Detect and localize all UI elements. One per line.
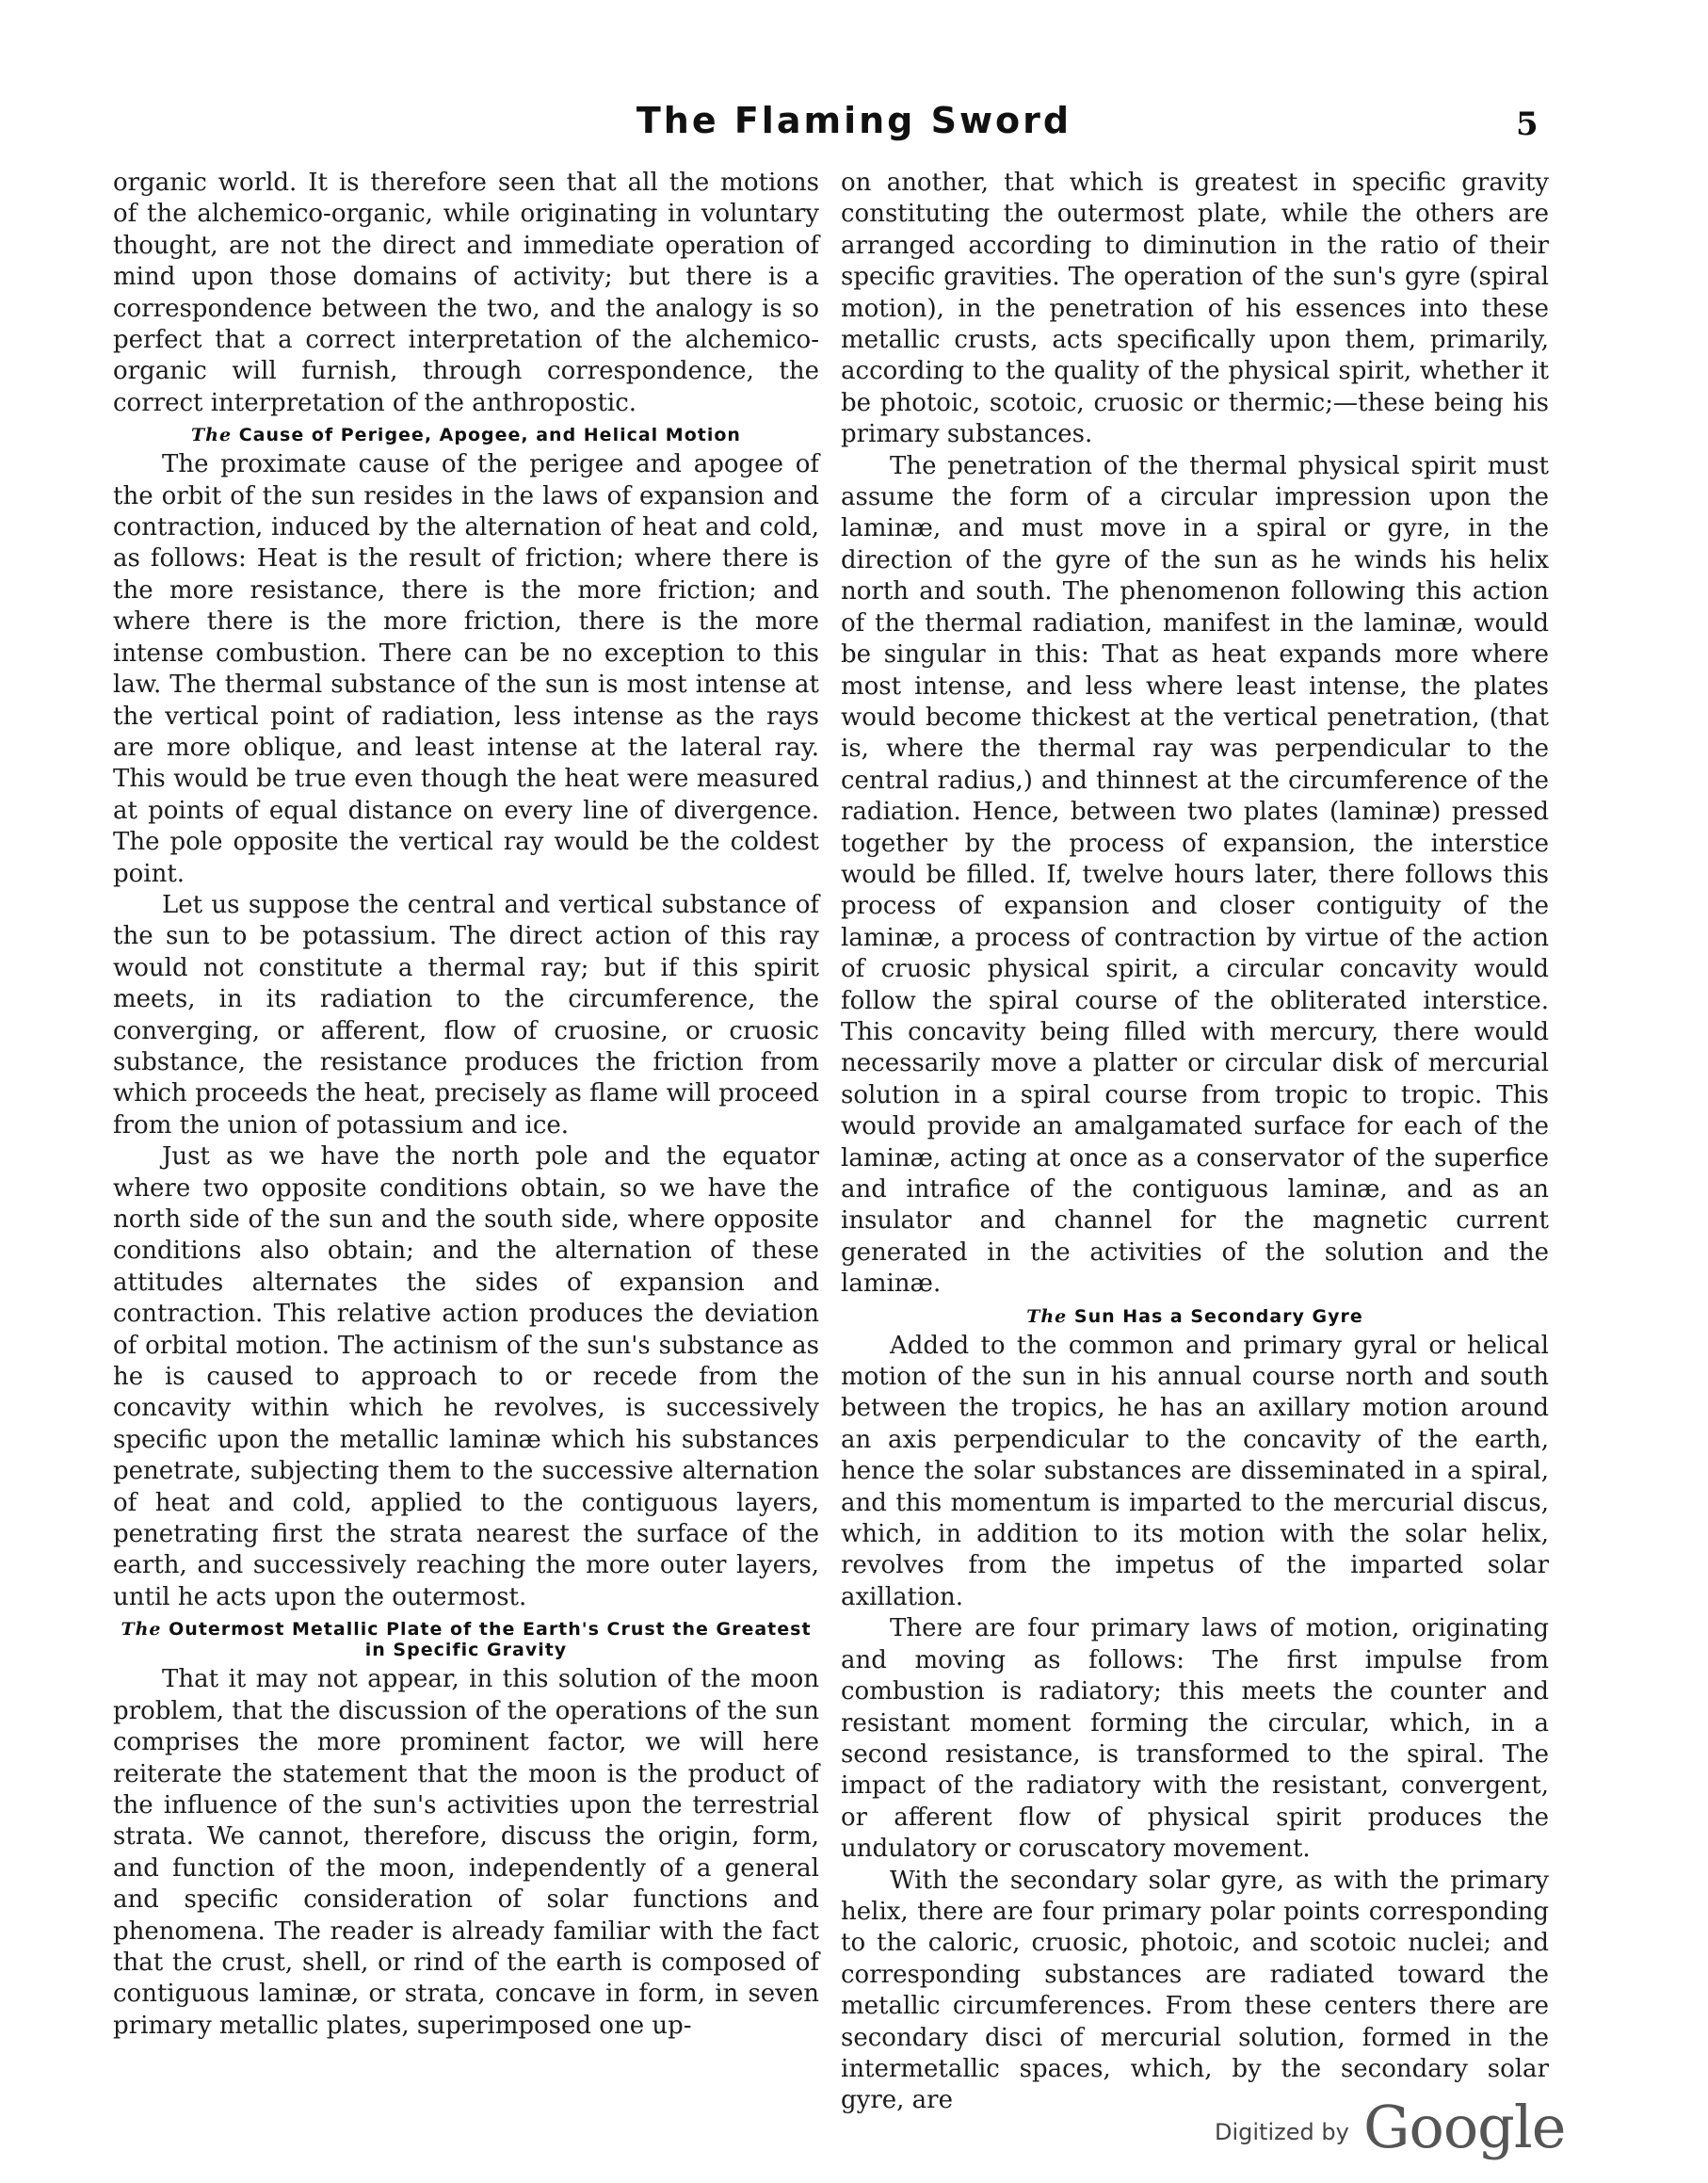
- paragraph: That it may not appear, in this solution of the moon problem, that the discussion of the operations of the sun comprises the more prominent factor, we will here reiterate the statement that the moon is the product of the influence of the sun's activities upon the terrestrial strata. We cannot, therefore, discuss the origin, form, and function of the moon, independently of a general and specific consideration of solar functions and phenomena. The reader is already familiar with the fact that the crust, shell, or rind of the earth is composed of contiguous laminæ, or strata, concave in form, in seven primary metallic plates, superimposed one up-: [113, 1665, 819, 2040]
- paragraph: The penetration of the thermal physical spirit must assume the form of a circular impression upon the laminæ, and must move in a spiral or gyre, in the direction of the gyre of the sun as he winds his helix north and south. The phenomenon following this action of the thermal radiation, manifest in the laminæ, would be singular in this: That as heat expands more where most intense, and less where least intense, the plates would become thickest at the vertical penetration, (that is, where the thermal ray was perpendicular to the central radius,) and thinnest at the circumference of the radiation. Hence, between two plates (laminæ) pressed together by the process of expansion, the interstice would be filled. If, twelve hours later, there follows this process of expansion and closer contiguity of the laminæ, a process of contraction by virtue of the action of cruosic physical spirit, a circular concavity would follow the spiral course of the obliterated interstice. This concavity being filled with mercury, there would necessarily move a platter or circular disk of mercurial solution in a spiral course from tropic to tropic. This would provide an amalgamated surface for each of the laminæ, acting at once as a conservator of the superfice and intrafice of the contiguous laminæ, and as an insulator and channel for the magnetic current generated in the activities of the solution and the laminæ.: [841, 451, 1549, 1299]
- paragraph: With the secondary solar gyre, as with the primary helix, there are four primary polar points corresponding to the caloric, cruosic, photoic, and scotoic nuclei; and corresponding substances are radiated toward the metallic circumferences. From these centers there are secondary disci of mercurial solution, formed in the intermetallic spaces, which, by the secondary solar gyre, are: [841, 1866, 1549, 2115]
- heading-text: Outermost Metallic Plate of the Earth's Crust the Greatest in Specific Gravity: [169, 1619, 812, 1661]
- heading-text: Sun Has a Secondary Gyre: [1073, 1305, 1363, 1327]
- running-header: [0, 94, 1708, 151]
- left-column: [113, 168, 819, 2042]
- paragraph: Just as we have the north pole and the equator where two opposite conditions obtain, so we have the north side of the sun and the south side, where opposite conditions also obtain; and the alternation of these attitudes alternates the sides of expansion and contraction. This relative action produces the deviation of orbital motion. The actinism of the sun's substance as he is caused to approach to or recede from the concavity within which he revolves, is successively specific upon the metallic laminæ which his substances penetrate, subjecting them to the successive alternation of heat and cold, applied to the contiguous layers, penetrating first the strata nearest the surface of the earth, and successively reaching the more outer layers, until he acts upon the outermost.: [113, 1142, 819, 1611]
- paragraph: on another, that which is greatest in specific gravity constituting the outermost plate, while the others are arranged according to diminution in the ratio of their specific gravities. The operation of the sun's gyre (spiral motion), in the penetration of his essences into these metallic crusts, acts specifically upon them, primarily, according to the quality of the physical spirit, whether it be photoic, scotoic, cruosic or thermic;—these being his primary substances.: [841, 169, 1549, 449]
- paragraph: Added to the common and primary gyral or helical motion of the sun in his annual course north and south between the tropics, he has an axillary motion around an axis perpendicular to the concavity of the earth, hence the solar substances are disseminated in a spiral, and this momentum is imparted to the mercurial discus, which, in addition to its motion with the solar helix, revolves from the impetus of the imparted solar axillation.: [841, 1331, 1549, 1611]
- right-column: [841, 168, 1549, 2117]
- watermark-prefix: Digitized by: [1215, 2119, 1349, 2145]
- page-number: 5: [1516, 105, 1539, 143]
- heading-the: The: [121, 1619, 162, 1641]
- heading-text: Cause of Perigee, Apogee, and Helical Motion: [238, 425, 741, 446]
- heading-the: The: [1026, 1305, 1068, 1327]
- heading-the: The: [191, 425, 233, 446]
- paragraph: Let us suppose the central and vertical substance of the sun to be potassium. The direct action of this ray would not constitute a thermal ray; but if this spirit meets, in its radiation to the circumference, the converging, or afferent, flow of cruosine, or cruosic substance, the resistance produces the friction from which proceeds the heat, precisely as flame will proceed from the union of potassium and ice.: [113, 890, 819, 1140]
- section-heading: [841, 1306, 1549, 1327]
- paragraph: organic world. It is therefore seen that all the motions of the alchemico-organic, while originating in voluntary thought, are not the direct and immediate operation of mind upon those domains of activity; but there is a correspondence between the two, and the analogy is so perfect that a correct interpretation of the alchemico-organic will furnish, through correspondence, the correct interpretation of the anthropostic.: [113, 169, 819, 417]
- paragraph: There are four primary laws of motion, originating and moving as follows: The first impulse from combustion is radiatory; this meets the counter and resistant moment forming the circular, which, in a second resistance, is transformed to the spiral. The impact of the radiatory with the resistant, convergent, or afferent flow of physical spirit produces the undulatory or coruscatory movement.: [841, 1614, 1549, 1864]
- section-heading: [113, 1619, 819, 1660]
- google-logo: Google: [1363, 2093, 1566, 2161]
- paragraph: The proximate cause of the perigee and apogee of the orbit of the sun resides in the laws of expansion and contraction, induced by the alternation of heat and cold, as follows: Heat is the result of friction; where there is the more resistance, there is the more friction; and where there is the more friction, there is the more intense combustion. There can be no exception to this law. The thermal substance of the sun is most intense at the vertical point of radiation, less intense as the rays are more oblique, and least intense at the lateral ray. This would be true even though the heat were measured at points of equal distance on every line of divergence. The pole opposite the vertical ray would be the coldest point.: [113, 450, 819, 888]
- journal-title: The Flaming Sword: [636, 100, 1072, 141]
- section-heading: [113, 425, 819, 445]
- digitized-watermark: [1215, 2093, 1591, 2159]
